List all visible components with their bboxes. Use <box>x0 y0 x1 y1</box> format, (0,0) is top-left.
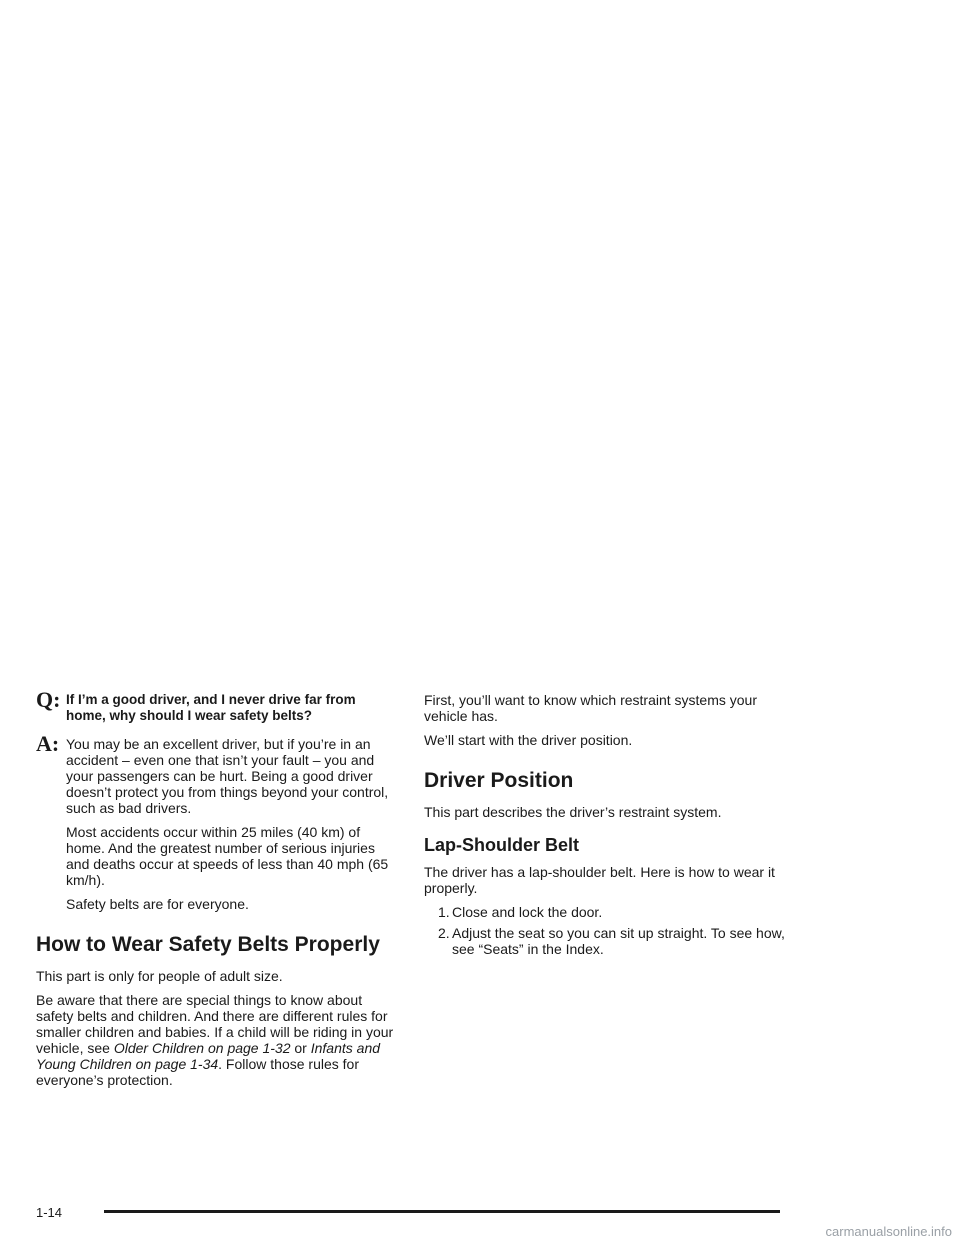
question-text: If I’m a good driver, and I never drive far from home, why should I wear safety belts? <box>66 692 356 723</box>
paragraph-text: . Follow those rules for everyone’s protection. <box>36 1056 359 1088</box>
answer-block <box>36 731 396 816</box>
driver-position-paragraph: This part describes the driver’s restraint system. <box>424 804 722 820</box>
paragraph-text: or <box>290 1040 311 1056</box>
answer-paragraph-3: Safety belts are for everyone. <box>66 896 249 912</box>
footer-rule <box>104 1210 780 1213</box>
intro-paragraph-2: We’ll start with the driver position. <box>424 732 633 748</box>
link-infants-young-children[interactable]: Infants and Young Children on page 1-34 <box>36 1040 381 1072</box>
step-text: Close and lock the door. <box>452 904 603 920</box>
answer-continuation <box>36 824 396 912</box>
page-number: 1-14 <box>36 1205 63 1220</box>
question-block <box>36 687 396 724</box>
paragraph-text: Be aware that there are special things to know about safety belts and children. And there are different rules for smaller children and babies. If a child will be riding in your vehicle, see <box>36 992 394 1056</box>
step-number: 1. <box>438 904 450 920</box>
step-text: Adjust the seat so you can sit up straight. To see how, see “Seats” in the Index. <box>452 925 785 957</box>
list-item <box>424 904 794 920</box>
question-mark: Q: <box>36 687 61 712</box>
answer-paragraph-2: Most accidents occur within 25 miles (40 km) of home. And the greatest number of serious injuries and deaths occur at speeds of less than 40 mph (65 km/h). <box>66 824 389 888</box>
section-heading: How to Wear Safety Belts Properly <box>36 933 380 956</box>
intro-paragraph: First, you’ll want to know which restraint systems your vehicle has. <box>424 692 757 724</box>
right-column <box>424 692 794 962</box>
list-item <box>424 925 794 957</box>
answer-mark: A: <box>36 731 60 756</box>
lap-shoulder-belt-paragraph: The driver has a lap-shoulder belt. Here is how to wear it properly. <box>424 864 775 896</box>
link-older-children[interactable]: Older Children on page 1-32 <box>113 1040 291 1056</box>
answer-text: You may be an excellent driver, but if you’re in an accident – even one that isn’t your fault – you and your passengers can be hurt. Being a good driver doesn’t protect you from things beyond your control, such as bad drivers. <box>66 736 389 816</box>
steps-list <box>424 904 794 957</box>
watermark: carmanualsonline.info <box>825 1224 952 1239</box>
step-number: 2. <box>438 925 450 941</box>
driver-position-heading: Driver Position <box>424 769 574 792</box>
section-paragraph-2 <box>36 992 396 1088</box>
section-paragraph-1: This part is only for people of adult size. <box>36 968 283 984</box>
left-column <box>36 687 396 1088</box>
lap-shoulder-belt-heading: Lap-Shoulder Belt <box>424 835 580 855</box>
